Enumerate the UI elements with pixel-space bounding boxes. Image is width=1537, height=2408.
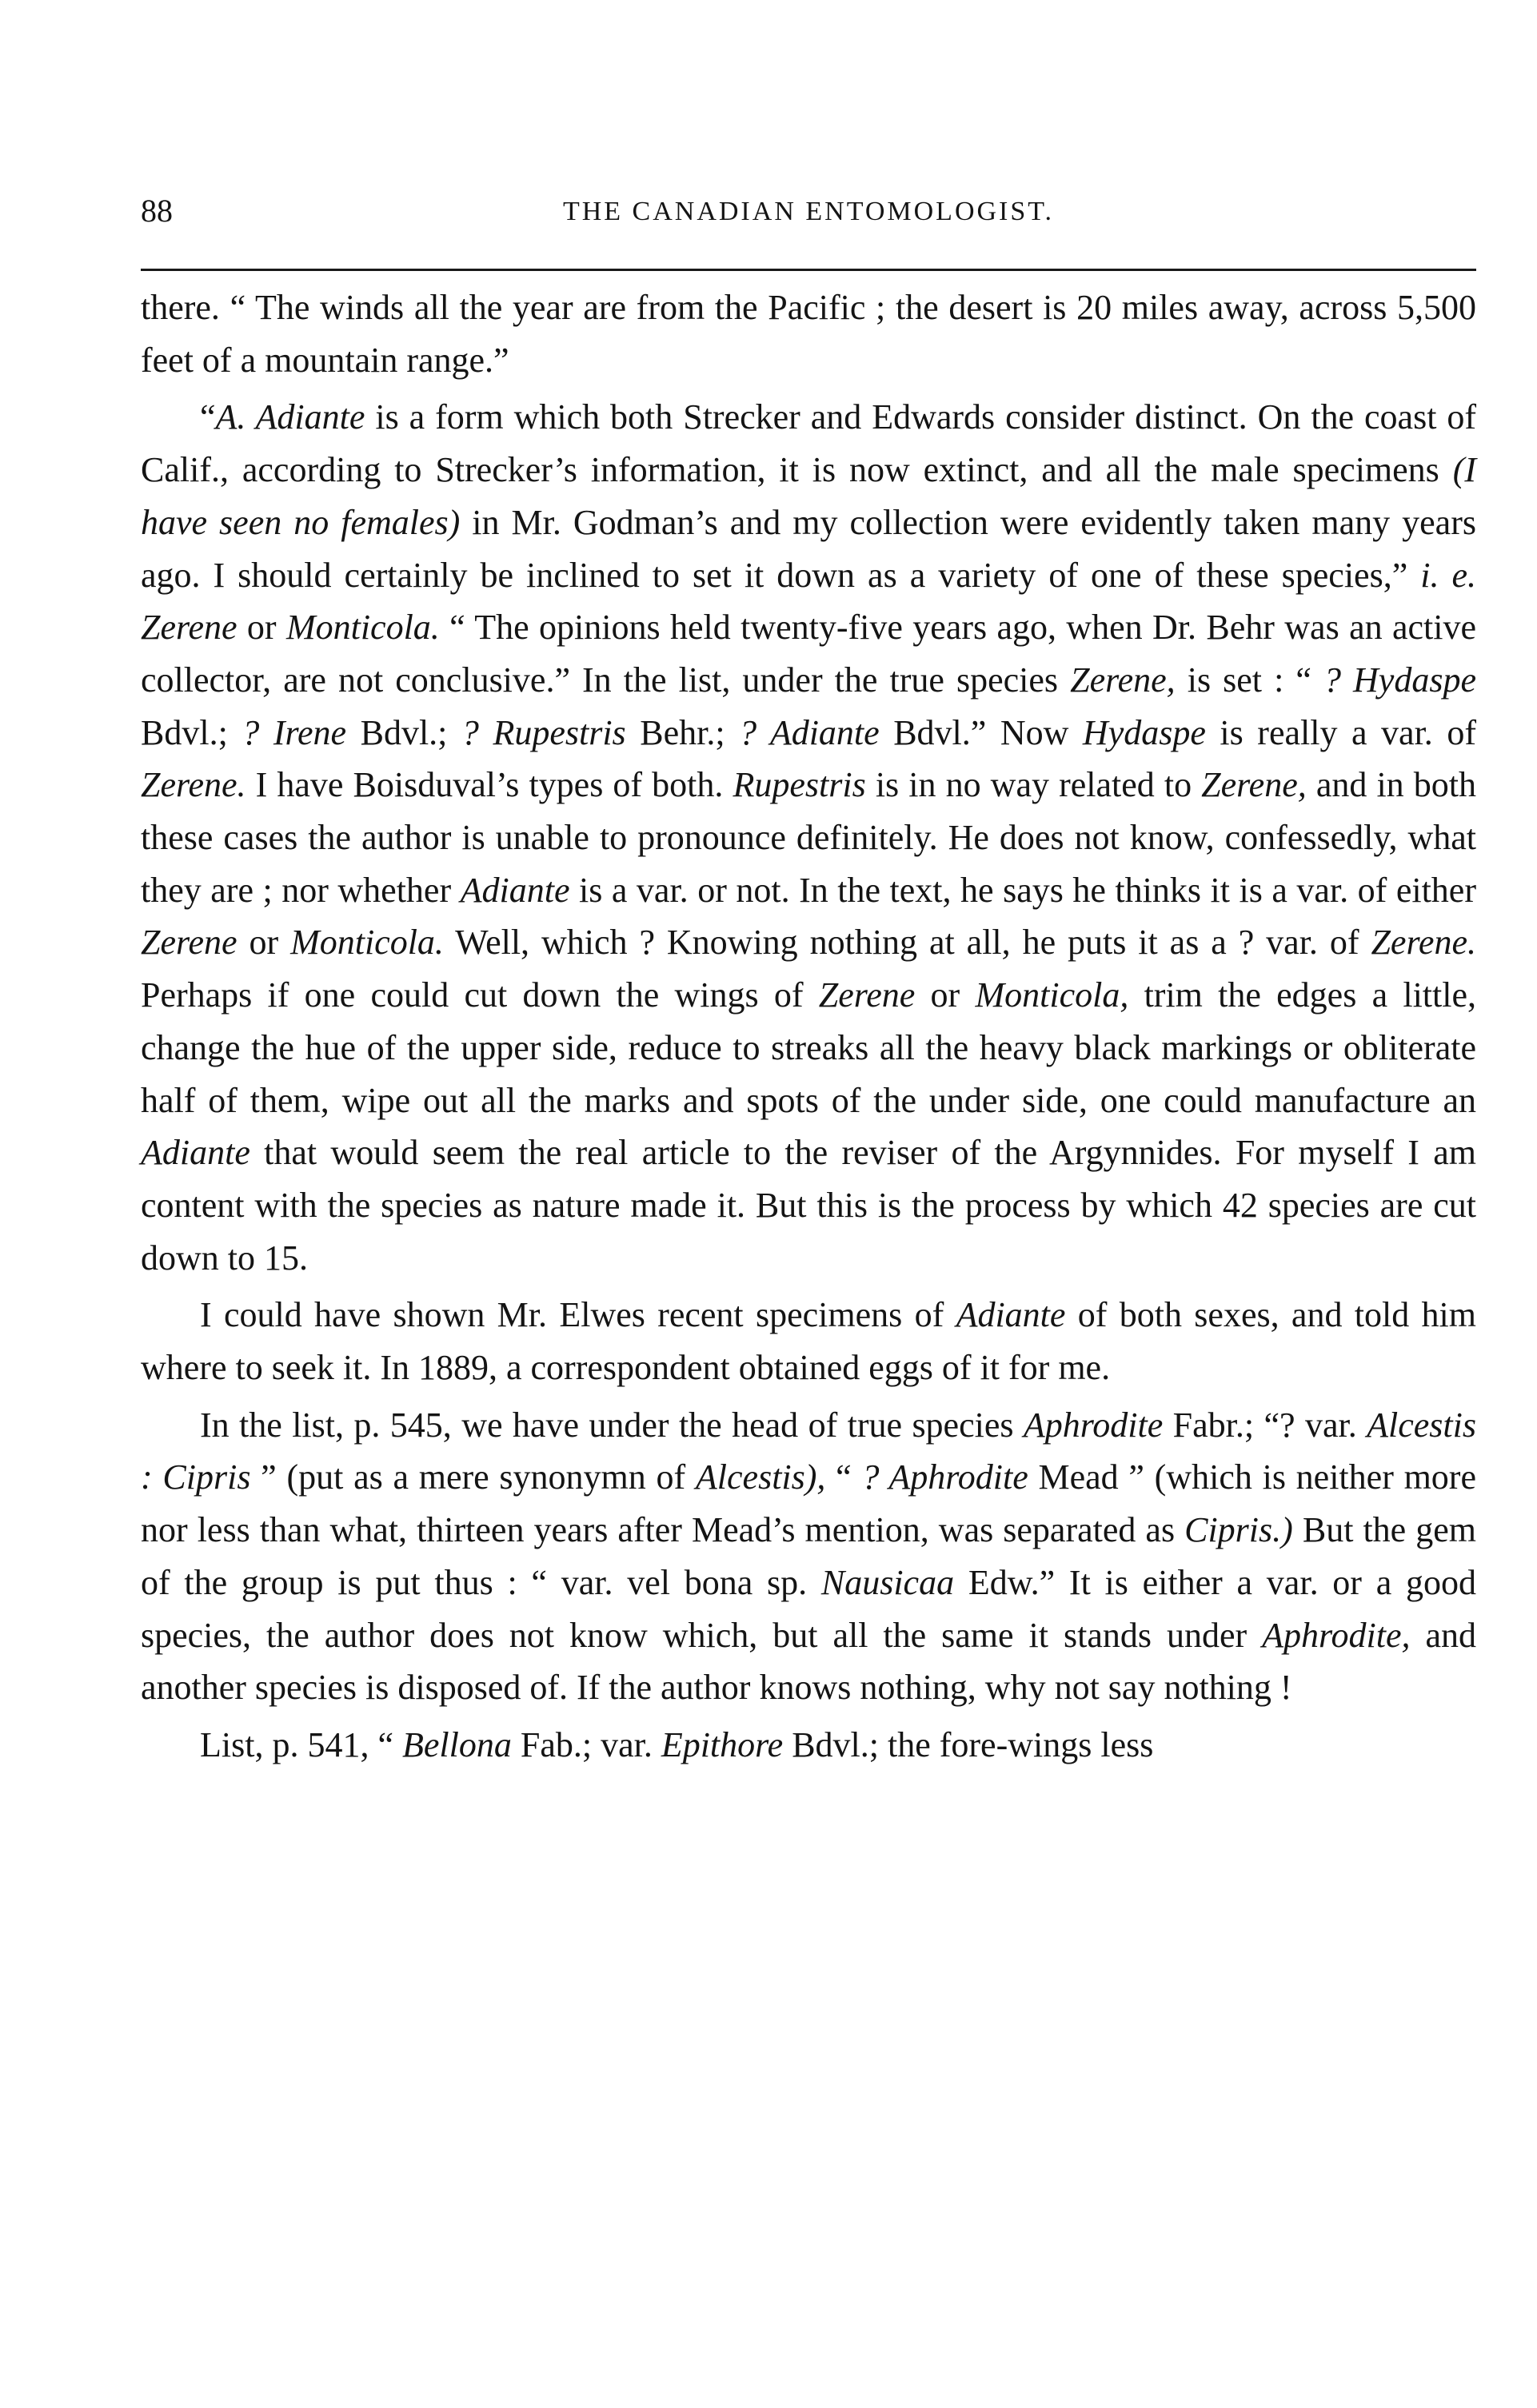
paragraph: there. “ The winds all the year are from the Pacific ; the desert is 20 miles away, across 5,500 feet of a mountain range.” (141, 288, 1476, 380)
paragraph: I could have shown Mr. Elwes recent specimens of Adiante of both sexes, and told him where to seek it. In 1889, a correspondent obtained eggs of it for me. (141, 1295, 1477, 1388)
paragraph: In the list, p. 545, we have under the head of true species Aphrodite Fabr.; “? var. Alcestis : Cipris ” (put as a mere synonymn of Alcestis), “ ? Aphrodite Mead ” (which is neither more nor less than what, thirteen years after Mead’s mention, was separated as Cipris.) But the gem of the group is put thus : “ var. vel bona sp. Nausicaa Edw.” It is either a var. or a good species, the author does not know which, but all the same it stands under Aphrodite, and another species is disposed of. If the author knows nothing, why not say nothing ! (141, 1405, 1476, 1708)
page-number: 88 (141, 193, 173, 229)
paragraph: “A. Adiante is a form which both Strecker and Edwards consider distinct. On the coast of Calif., according to Strecker’s information, it is now extinct, and all the male specimens (I have seen no females) in Mr. Godman’s and my collection were evidently taken many years ago. I should certainly be inclined to set it down as a variety of one of these species,” i. e. Zerene or Monticola. “ The opinions held twenty-five years ago, when Dr. Behr was an active collector, are not conclusive.” In the list, under the true species Zerene, is set : “ ? Hydaspe Bdvl.; ? Irene Bdvl.; ? Rupestris Behr.; ? Adiante Bdvl.” Now Hydaspe is really a var. of Zerene. I have Boisduval’s types of both. Rupestris is in no way related to Zerene, and in both these cases the author is unable to pronounce definitely. He does not know, confessedly, what they are ; nor whether Adiante is a var. or not. In the text, he says he thinks it is a var. of either Zerene or Monticola. Well, which ? Knowing nothing at all, he puts it as a ? var. of Zerene. Perhaps if one could cut down the wings of Zerene or Monticola, trim the edges a little, change the hue of the upper side, reduce to streaks all the heavy black markings or obliterate half of them, wipe out all the marks and spots of the under side, one could manufacture an Adiante that would seem the real article to the reviser of the Argynnides. For myself I am content with the species as nature made it. But this is the process by which 42 species are cut down to 15. (141, 397, 1477, 1278)
running-head: THE CANADIAN ENTOMOLOGIST. (562, 197, 1055, 226)
header-rule (141, 269, 1476, 271)
paragraph: List, p. 541, “ Bellona Fab.; var. Epithore Bdvl.; the fore-wings less (200, 1724, 1154, 1764)
page-header (141, 189, 1476, 245)
body-text (141, 281, 1476, 1772)
